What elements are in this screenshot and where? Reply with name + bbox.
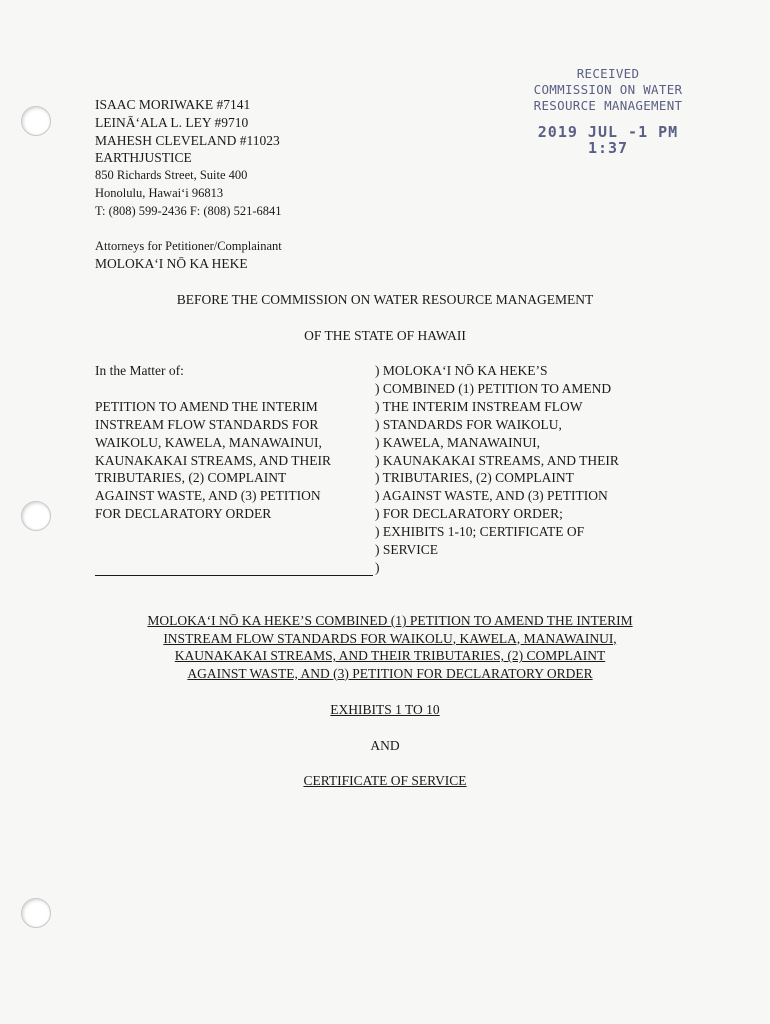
document-title-line: KAUNAKAKAI STREAMS, AND THEIR TRIBUTARIES, (2) COMPLAINT [174, 648, 606, 664]
attorney-line: MAHESH CLEVELAND #11023 [95, 132, 280, 148]
caption-left-line: WAIKOLU, KAWELA, MANAWAINUI, [95, 434, 322, 450]
caption-matter [95, 362, 375, 523]
stamp-date: 2019 JUL -1 PM 1:37 [537, 123, 679, 157]
attorneys-for-label: Attorneys for Petitioner/Complainant [95, 238, 282, 253]
firm-address-street: 850 Richards Street, Suite 400 [95, 168, 248, 183]
caption-right-line: ) [375, 559, 380, 575]
attorneys-for-name: MOLOKA‘I NŌ KA HEKE [95, 256, 248, 272]
received-stamp [520, 66, 696, 156]
stamp-commission: COMMISSION ON WATER [533, 82, 683, 97]
caption-divider [95, 575, 373, 576]
caption-document-title [375, 362, 665, 577]
caption-right-line: ) THE INTERIM INSTREAM FLOW [375, 398, 583, 414]
attorney-block [95, 96, 282, 273]
caption-left-line: AGAINST WASTE, AND (3) PETITION [95, 488, 321, 504]
certificate-heading: CERTIFICATE OF SERVICE [303, 773, 467, 788]
and-heading: AND [370, 738, 400, 753]
caption-left-line: INSTREAM FLOW STANDARDS FOR [95, 416, 319, 432]
caption-right-line: ) FOR DECLARATORY ORDER; [375, 506, 563, 522]
binder-hole-middle [21, 501, 51, 531]
caption-left-line: TRIBUTARIES, (2) COMPLAINT [95, 470, 287, 486]
attorney-line: ISAAC MORIWAKE #7141 [95, 97, 251, 112]
caption-right-line: ) STANDARDS FOR WAIKOLU, [375, 416, 562, 432]
stamp-received: RECEIVED [576, 66, 640, 81]
document-title-line: AGAINST WASTE, AND (3) PETITION FOR DECLARATORY ORDER [187, 665, 593, 681]
caption-right-line: ) EXHIBITS 1-10; CERTIFICATE OF [375, 524, 585, 540]
binder-hole-bottom [21, 898, 51, 928]
attorney-line: LEINĀ‘ALA L. LEY #9710 [95, 114, 249, 130]
caption-right-line: ) SERVICE [375, 542, 439, 558]
caption-right-line: ) AGAINST WASTE, AND (3) PETITION [375, 488, 608, 504]
caption-right-line: ) KAWELA, MANAWAINUI, [375, 434, 541, 450]
caption-right-line: ) COMBINED (1) PETITION TO AMEND [375, 380, 612, 396]
firm-phone: T: (808) 599-2436 F: (808) 521-6841 [95, 203, 282, 218]
firm-name: EARTHJUSTICE [95, 150, 192, 166]
document-title-line: INSTREAM FLOW STANDARDS FOR WAIKOLU, KAWELA, MANAWAINUI, [163, 630, 617, 646]
binder-hole-top [21, 106, 51, 136]
stamp-resource: RESOURCE MANAGEMENT [533, 98, 683, 113]
caption-left-line: FOR DECLARATORY ORDER [95, 506, 272, 522]
document-title-line: MOLOKA‘I NŌ KA HEKE’S COMBINED (1) PETITION TO AMEND THE INTERIM [147, 613, 633, 628]
caption-right-line: ) MOLOKA‘I NŌ KA HEKE’S [375, 363, 548, 378]
court-jurisdiction: OF THE STATE OF HAWAII [304, 328, 466, 343]
caption-left-line [95, 380, 375, 398]
caption-right-line: ) KAUNAKAKAI STREAMS, AND THEIR [375, 452, 619, 468]
caption-left-line: In the Matter of: [95, 363, 184, 378]
exhibits-heading: EXHIBITS 1 TO 10 [330, 702, 440, 717]
caption-left-line: KAUNAKAKAI STREAMS, AND THEIR [95, 452, 332, 468]
document-title-block [80, 612, 700, 682]
caption-right-line: ) TRIBUTARIES, (2) COMPLAINT [375, 470, 574, 486]
firm-address-city: Honolulu, Hawai‘i 96813 [95, 185, 224, 200]
court-heading: BEFORE THE COMMISSION ON WATER RESOURCE MANAGEMENT [176, 292, 594, 307]
caption-left-line: PETITION TO AMEND THE INTERIM [95, 398, 318, 414]
